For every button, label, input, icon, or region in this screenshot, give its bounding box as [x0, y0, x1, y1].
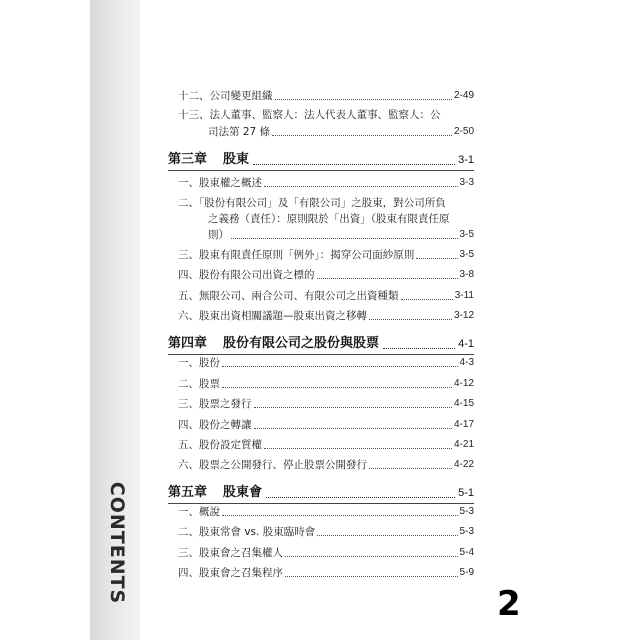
- chapter-number: 第三章: [168, 152, 208, 167]
- toc-entry[interactable]: [178, 418, 474, 432]
- toc-entry-line2[interactable]: 之義務（責任）：原則限於「出資」（股東有限責任原: [208, 213, 450, 225]
- toc-entry-text: 十二、公司變更組織: [178, 90, 273, 102]
- dot-leader: [231, 238, 458, 239]
- dot-leader: [317, 278, 458, 279]
- toc-entry-page: 5-4: [459, 547, 474, 558]
- dot-leader: [222, 387, 452, 388]
- chapter-number: 第四章: [168, 336, 208, 351]
- toc-entry-text: 四、股份有限公司出資之標的: [178, 269, 315, 281]
- dot-leader: [416, 258, 457, 259]
- toc-entry-page: 4-3: [459, 357, 474, 368]
- toc-entry-text: 四、股份之轉讓: [178, 419, 252, 431]
- chapter-page: 5-1: [458, 487, 474, 499]
- toc-entry[interactable]: [208, 125, 474, 139]
- toc-entry-text: 二、股票: [178, 378, 220, 390]
- dot-leader: [285, 556, 458, 557]
- toc-entry-line1[interactable]: 十三、法人董事、監察人：法人代表人董事、監察人：公: [178, 109, 441, 121]
- toc-entry-page: 2-49: [453, 90, 474, 101]
- chapter-rule: [168, 170, 474, 171]
- toc-entry[interactable]: [178, 377, 474, 391]
- toc-entry[interactable]: [208, 228, 474, 242]
- dot-leader: [275, 99, 452, 100]
- toc-entry-page: 4-22: [453, 459, 474, 470]
- chapter-rule: [168, 354, 474, 355]
- dot-leader: [285, 576, 458, 577]
- chapter-page: 4-1: [458, 338, 474, 350]
- chapter-rule: [168, 503, 474, 504]
- toc-entry[interactable]: [178, 268, 474, 282]
- toc-entry-page: 4-21: [453, 439, 474, 450]
- toc-entry-text: 五、股份設定質權: [178, 439, 262, 451]
- toc-entry-text: 三、股票之發行: [178, 398, 252, 410]
- toc-entry-text: 五、無限公司、兩合公司、有限公司之出資種類: [178, 290, 399, 302]
- toc-entry[interactable]: [178, 176, 474, 190]
- dot-leader: [317, 535, 457, 536]
- dot-leader: [401, 299, 453, 300]
- toc-entry-page: 3-11: [454, 290, 474, 301]
- toc-entry-page: 3-3: [459, 177, 474, 188]
- dot-leader: [254, 428, 452, 429]
- toc-entry-page: 4-17: [453, 419, 474, 430]
- dot-leader: [264, 186, 458, 187]
- toc-entry-page: 2-50: [453, 126, 474, 137]
- chapter-heading-3[interactable]: [168, 151, 474, 169]
- dot-leader: [383, 348, 455, 349]
- dot-leader: [369, 319, 452, 320]
- toc-entry[interactable]: [178, 397, 474, 411]
- toc-entry-text: 三、股東有限責任原則「例外」：揭穿公司面紗原則: [178, 249, 415, 261]
- chapter-title: 股東會: [223, 485, 263, 500]
- toc-entry-text: 六、股東出資相關議題—股東出資之移轉: [178, 310, 367, 322]
- chapter-number: 第五章: [168, 485, 208, 500]
- dot-leader: [222, 366, 458, 367]
- toc-entry-text: 則）: [208, 229, 229, 241]
- toc-entry-text: 一、股份: [178, 357, 220, 369]
- toc-entry-line1[interactable]: 二、「股份有限公司」及「有限公司」之股東，對公司所負: [178, 197, 446, 209]
- toc-entry-text: 四、股東會之召集程序: [178, 567, 283, 579]
- toc-entry-page: 5-3: [459, 526, 474, 537]
- toc-entry-page: 4-12: [453, 378, 474, 389]
- toc-entry-text: 一、股東權之概述: [178, 177, 262, 189]
- chapter-title: 股東: [223, 152, 250, 167]
- toc-entry[interactable]: [178, 458, 474, 472]
- toc-entry-page: 4-15: [453, 398, 474, 409]
- toc-entry[interactable]: [178, 289, 474, 303]
- toc-entry[interactable]: [178, 309, 474, 323]
- toc-entry-text: 三、股東會之召集權人: [178, 547, 283, 559]
- chapter-page: 3-1: [458, 154, 474, 166]
- toc-entry[interactable]: [178, 356, 474, 370]
- dot-leader: [266, 497, 455, 498]
- toc-entry[interactable]: [178, 566, 474, 580]
- toc-entry[interactable]: [178, 89, 474, 103]
- toc-entry-page: 3-8: [459, 269, 474, 280]
- toc-entry-page: 3-5: [459, 229, 474, 240]
- dot-leader: [222, 515, 458, 516]
- dot-leader: [264, 448, 452, 449]
- toc-entry[interactable]: [178, 248, 474, 262]
- toc-entry-page: 5-9: [459, 567, 474, 578]
- toc-entry[interactable]: [178, 525, 474, 539]
- dot-leader: [254, 407, 452, 408]
- chapter-heading-5[interactable]: [168, 484, 474, 502]
- toc-entry-page: 3-12: [453, 310, 474, 321]
- dot-leader: [272, 135, 452, 136]
- dot-leader: [253, 164, 455, 165]
- dot-leader: [369, 468, 452, 469]
- toc-entry[interactable]: [178, 546, 474, 560]
- contents-word: CONTENTS: [106, 481, 129, 605]
- toc-entry[interactable]: [178, 505, 474, 519]
- chapter-title: 股份有限公司之股份與股票: [223, 336, 380, 351]
- chapter-heading-4[interactable]: [168, 335, 474, 353]
- toc-entry-page: 5-3: [459, 506, 474, 517]
- toc-entry-page: 3-5: [459, 249, 474, 260]
- page-number: 2: [497, 584, 521, 624]
- toc-entry-text: 一、概說: [178, 506, 220, 518]
- toc-entry-text: 六、股票之公開發行、停止股票公開發行: [178, 459, 367, 471]
- toc-entry-text: 二、股東常會 vs. 股東臨時會: [178, 526, 316, 538]
- toc-entry[interactable]: [178, 438, 474, 452]
- toc-entry-text: 司法第 27 條: [208, 126, 271, 138]
